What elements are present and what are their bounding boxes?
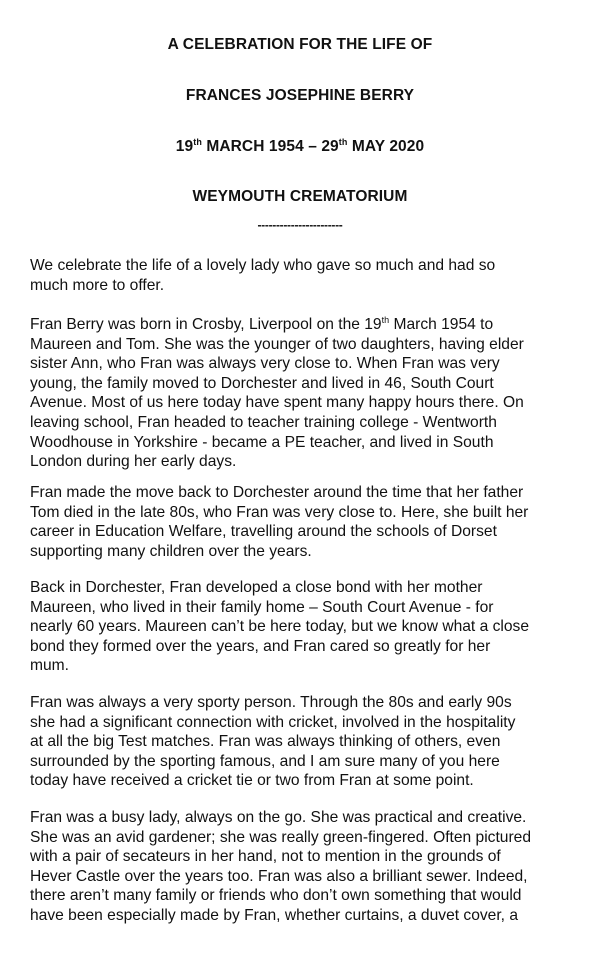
text-line: there aren’t many family or friends who don’t own something that would bbox=[30, 887, 522, 905]
document-title: A CELEBRATION FOR THE LIFE OF bbox=[167, 36, 433, 53]
text-line: Maureen, who lived in their family home – South Court Avenue - for bbox=[30, 598, 494, 616]
life-dates bbox=[0, 138, 600, 156]
deceased-name: FRANCES JOSEPHINE BERRY bbox=[185, 87, 415, 104]
dates-end: MAY 2020 bbox=[347, 138, 425, 155]
text-line: Fran was always a very sporty person. Through the 80s and early 90s bbox=[30, 694, 512, 711]
text-line: London during her early days. bbox=[30, 453, 237, 471]
text-line: Avenue. Most of us here today have spent many happy hours there. On bbox=[30, 394, 524, 412]
death-ordinal-suffix: th bbox=[338, 137, 348, 147]
text-line: career in Education Welfare, travelling around the schools of Dorset bbox=[30, 523, 497, 541]
paragraph-mother bbox=[30, 578, 570, 676]
text-line: have been especially made by Fran, whether curtains, a duvet cover, a bbox=[30, 906, 519, 924]
text-line: sister Ann, who Fran was always very close to. When Fran was very bbox=[30, 355, 500, 373]
text-line: mum. bbox=[30, 657, 69, 675]
venue-title: WEYMOUTH CREMATORIUM bbox=[192, 188, 408, 205]
text-line: Woodhouse in Yorkshire - became a PE teacher, and lived in South bbox=[30, 433, 494, 451]
text-line: nearly 60 years. Maureen can’t be here today, but we know what a close bbox=[30, 618, 529, 636]
paragraph-sport bbox=[30, 693, 570, 791]
text-line: She was an avid gardener; she was really green-fingered. Often pictured bbox=[30, 828, 532, 846]
text-line: surrounded by the sporting famous, and I am sure many of you here bbox=[30, 752, 500, 770]
text-line: We celebrate the life of a lovely lady who gave so much and had so bbox=[30, 257, 496, 274]
text-line: Tom died in the late 80s, who Fran was very close to. Here, she built her bbox=[30, 503, 529, 521]
paragraph-early-life bbox=[30, 315, 570, 472]
paragraph-career bbox=[30, 483, 570, 561]
paragraph-intro bbox=[30, 256, 570, 295]
text-segment: March 1954 to bbox=[389, 316, 494, 333]
birth-ordinal-suffix: th bbox=[193, 137, 202, 147]
text-line: at all the big Test matches. Fran was always thinking of others, even bbox=[30, 733, 501, 751]
text-line: with a pair of secateurs in her hand, not to mention in the grounds of bbox=[30, 848, 501, 866]
text-line: Fran was a busy lady, always on the go. She was practical and creative. bbox=[30, 809, 527, 826]
text-line: leaving school, Fran headed to teacher training college - Wentworth bbox=[30, 413, 497, 431]
dates-middle: MARCH 1954 – 29 bbox=[201, 138, 339, 155]
text-line: she had a significant connection with cricket, involved in the hospitality bbox=[30, 713, 516, 731]
paragraph-hobbies bbox=[30, 808, 570, 926]
text-line: Hever Castle over the years too. Fran was also a brilliant sewer. Indeed, bbox=[30, 867, 528, 885]
text-line: young, the family moved to Dorchester and lived in 46, South Court bbox=[30, 374, 494, 392]
text-line: supporting many children over the years. bbox=[30, 542, 312, 560]
text-line: Back in Dorchester, Fran developed a close bond with her mother bbox=[30, 579, 483, 596]
section-divider: ----------------------- bbox=[257, 218, 343, 232]
text-line: bond they formed over the years, and Fran cared so greatly for her bbox=[30, 637, 491, 655]
text-line: today have received a cricket tie or two from Fran at some point. bbox=[30, 772, 474, 790]
text-line: Fran made the move back to Dorchester around the time that her father bbox=[30, 484, 524, 501]
text-line: much more to offer. bbox=[30, 276, 165, 294]
text-segment: Fran Berry was born in Crosby, Liverpool on the 19 bbox=[30, 316, 382, 333]
text-line bbox=[30, 315, 570, 335]
text-line: Maureen and Tom. She was the younger of two daughters, having elder bbox=[30, 335, 524, 353]
birth-day: 19 bbox=[175, 138, 194, 155]
ordinal-suffix: th bbox=[381, 315, 390, 325]
